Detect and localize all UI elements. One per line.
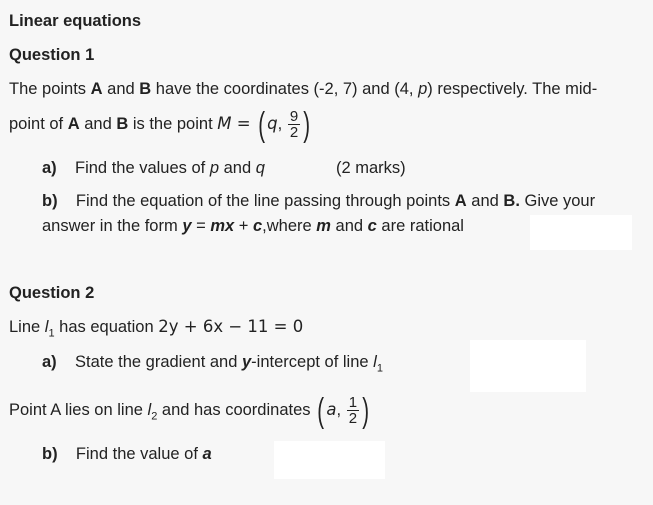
question-1a: a) Find the values of p and q	[42, 159, 265, 177]
question-2-point-line: Point A lies on line $l_2$ and has coordinates ( a, $\frac{1}{2}$ )	[9, 391, 370, 430]
question-1a-marks: (2 marks)	[336, 159, 406, 177]
page-title: Linear equations	[9, 12, 142, 30]
question-1b: b) Find the equation of the line passing through points A and B. Give your	[42, 192, 596, 210]
question-2a: a) State the gradient and y-intercept of line $l_1$	[42, 353, 383, 375]
question-1-text-line-2: point of A and B is the point M = ( q, $\frac{9}{2}$ )	[9, 105, 311, 144]
midpoint-fraction: $\frac{9}{2}$	[289, 108, 299, 142]
answer-box-q1b[interactable]	[530, 215, 632, 250]
question-1b-line-2: answer in the form y = mx + c,where m and c are rational	[42, 217, 464, 235]
answer-box-q2b[interactable]	[274, 441, 385, 479]
question-2b: b) Find the value of a	[42, 445, 212, 463]
question-1-text-line-1: The points A and B have the coordinates (-2, 7) and (4, p) respectively. The mid-	[9, 80, 598, 98]
question-2-heading: Question 2	[9, 284, 95, 302]
question-2-text-line-1: Line $l_1$ has equation 2y + 6x − 11 = 0	[9, 317, 304, 340]
point-a-fraction: $\frac{1}{2}$	[348, 394, 358, 428]
question-1-heading: Question 1	[9, 46, 95, 64]
answer-box-q2a[interactable]	[470, 340, 586, 392]
